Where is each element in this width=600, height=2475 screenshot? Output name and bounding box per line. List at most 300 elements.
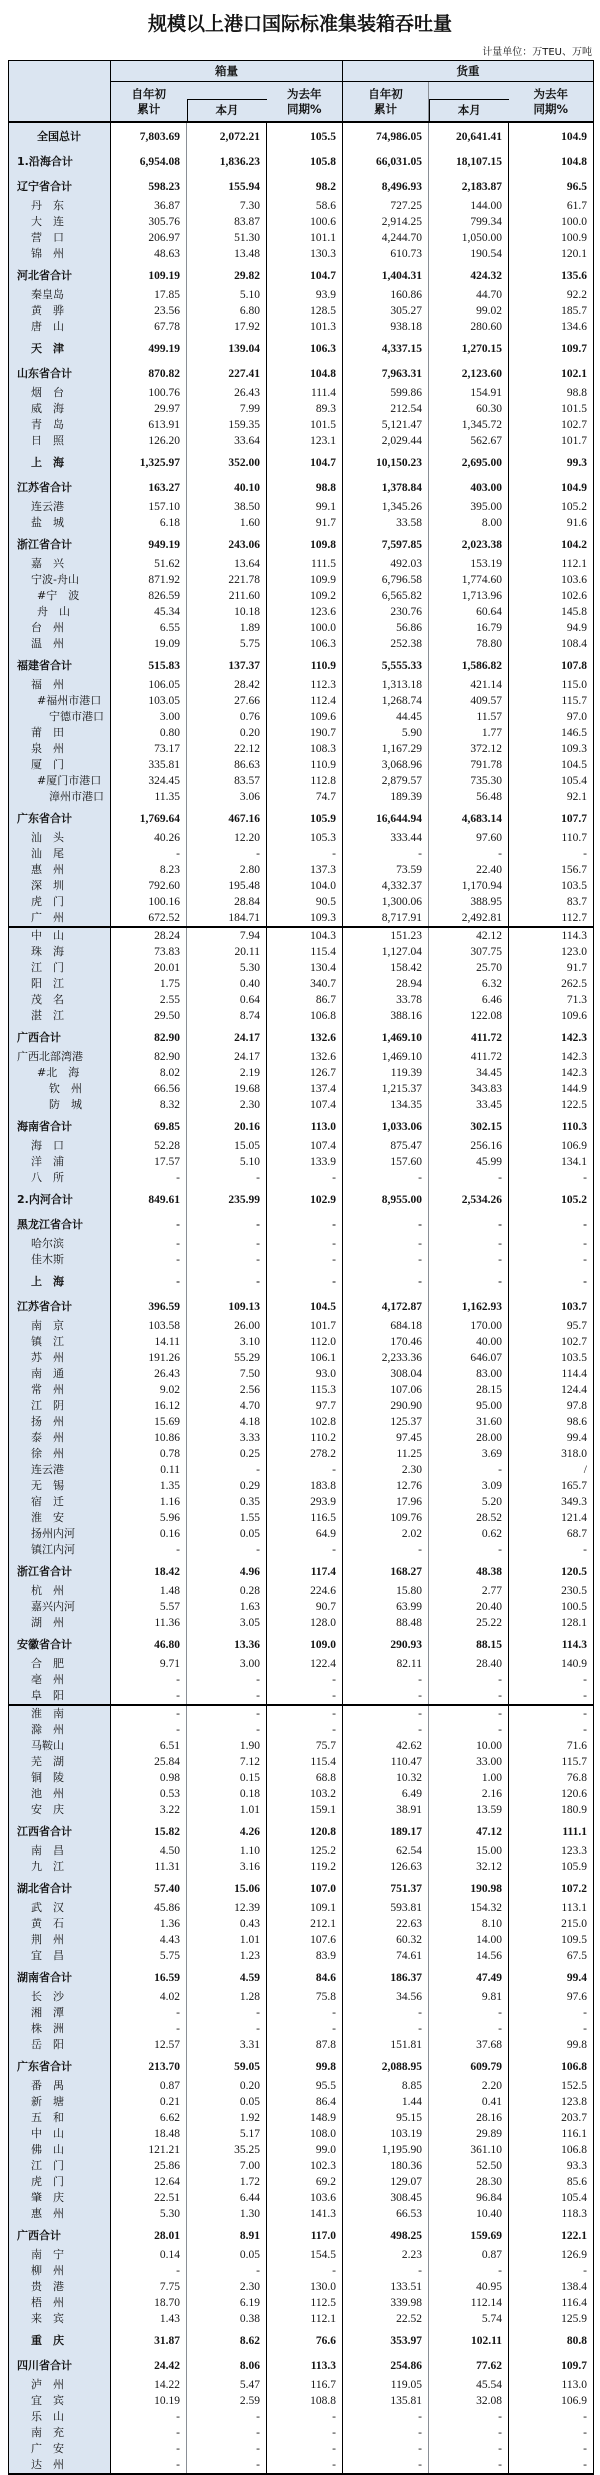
value-cell: 613.91: [111, 417, 187, 433]
value-cell: 135.81: [343, 2393, 429, 2409]
table-row: [9, 1049, 594, 1065]
value-cell: 1.16: [111, 1494, 187, 1510]
value-cell: 7,597.85: [343, 531, 429, 556]
value-cell: 71.3: [566, 994, 587, 1006]
value-cell: 1.89: [187, 620, 267, 636]
value-cell: 2,029.44: [343, 433, 429, 449]
port-name-cell: 嘉兴内河: [9, 1599, 111, 1615]
value-cell: 875.47: [343, 1138, 429, 1154]
value-cell: 45.34: [111, 604, 187, 620]
value-cell: 421.14: [429, 677, 509, 693]
value-cell: 29.89: [429, 2126, 509, 2142]
value-cell: -: [343, 1542, 429, 1558]
port-name-cell: 柳 州: [9, 2263, 111, 2279]
port-name-cell: 五 和: [9, 2110, 111, 2126]
value-cell: 5.10: [187, 287, 267, 303]
value-cell: -: [187, 1268, 267, 1293]
value-cell: 94.9: [566, 622, 587, 634]
value-cell: 16.12: [111, 1398, 187, 1414]
value-cell: 106.3: [267, 636, 343, 652]
value-cell: 93.3: [566, 2160, 587, 2172]
value-cell: -: [583, 1690, 587, 1702]
table-row: [9, 319, 594, 335]
port-name-cell: 镇江内河: [9, 1542, 111, 1558]
value-cell: 189.17: [343, 1818, 429, 1843]
value-cell: 134.1: [561, 1156, 587, 1168]
value-cell: 324.45: [111, 773, 187, 789]
value-cell: 114.3: [509, 927, 594, 944]
value-cell: 22.12: [187, 741, 267, 757]
table-row: [9, 2425, 594, 2441]
value-cell: 1,325.97: [111, 449, 187, 474]
value-cell: 1.63: [187, 1599, 267, 1615]
table-row: [9, 1802, 594, 1818]
col-header-box-cumulative: [111, 82, 187, 123]
value-cell: 20,641.41: [429, 122, 509, 148]
table-row: [9, 944, 594, 960]
value-cell: -: [343, 1268, 429, 1293]
value-cell: 99.02: [429, 303, 509, 319]
value-cell: 105.9: [267, 805, 343, 830]
value-cell: 103.5: [561, 1352, 587, 1364]
value-cell: 212.1: [267, 1916, 343, 1932]
port-name-cell: 江苏省合计: [9, 474, 111, 499]
value-cell: 137.37: [187, 652, 267, 677]
port-name-cell: 安徽省合计: [9, 1631, 111, 1656]
value-cell: 102.7: [561, 419, 587, 431]
value-cell: 10.19: [111, 2393, 187, 2409]
value-cell: 80.8: [566, 2335, 587, 2347]
value-cell: 4,683.14: [429, 805, 509, 830]
value-cell: 76.8: [566, 1772, 587, 1784]
value-cell: -: [583, 1674, 587, 1686]
group-header-box-volume: 箱量: [111, 61, 343, 82]
value-cell: 68.8: [267, 1770, 343, 1786]
value-cell: 1.90: [187, 1738, 267, 1754]
value-cell: 395.00: [429, 499, 509, 515]
value-cell: 56.48: [429, 789, 509, 805]
value-cell: 102.7: [561, 1336, 587, 1348]
value-cell: 170.46: [343, 1334, 429, 1350]
value-cell: 1,469.10: [343, 1049, 429, 1065]
value-cell: 1,713.96: [429, 588, 509, 604]
table-row: [9, 173, 594, 198]
table-row: [9, 1430, 594, 1446]
value-cell: 113.1: [561, 1902, 587, 1914]
table-row: [9, 2222, 594, 2247]
value-cell: 305.76: [111, 214, 187, 230]
value-cell: 47.49: [429, 1964, 509, 1989]
value-cell: 1,033.06: [343, 1113, 429, 1138]
port-name-cell: 阜 阳: [9, 1688, 111, 1705]
value-cell: 2,914.25: [343, 214, 429, 230]
port-name-cell: #宁 波: [9, 588, 111, 604]
value-cell: 293.9: [267, 1494, 343, 1510]
value-cell: 339.98: [343, 2295, 429, 2311]
value-cell: 9.71: [111, 1656, 187, 1672]
value-cell: -: [187, 1236, 267, 1252]
table-row: [9, 1722, 594, 1738]
value-cell: 1.77: [429, 725, 509, 741]
value-cell: -: [583, 2427, 587, 2439]
value-cell: 101.5: [267, 417, 343, 433]
col-header-cargo-month: [429, 82, 509, 123]
port-name-cell: 宁波-舟山: [9, 572, 111, 588]
value-cell: -: [111, 2425, 187, 2441]
port-name-cell: 大 连: [9, 214, 111, 230]
value-cell: 112.4: [267, 693, 343, 709]
port-name-cell: 珠 海: [9, 944, 111, 960]
port-name-cell: 达 州: [9, 2457, 111, 2474]
port-name-cell: 中 山: [9, 2126, 111, 2142]
value-cell: 2.30: [343, 1462, 429, 1478]
value-cell: -: [187, 2005, 267, 2021]
table-row: [9, 1964, 594, 1989]
value-cell: 1,270.15: [429, 335, 509, 360]
value-cell: 871.92: [111, 572, 187, 588]
value-cell: 151.23: [343, 927, 429, 944]
value-cell: 2,233.36: [343, 1350, 429, 1366]
value-cell: 7.50: [187, 1366, 267, 1382]
value-cell: 97.60: [429, 830, 509, 846]
value-cell: 24.17: [187, 1024, 267, 1049]
value-cell: 0.28: [187, 1583, 267, 1599]
value-cell: 109.19: [111, 262, 187, 287]
value-cell: 128.0: [267, 1615, 343, 1631]
value-cell: -: [111, 2457, 187, 2474]
port-name-cell: 丹 东: [9, 198, 111, 214]
port-name-cell: 上 海: [9, 449, 111, 474]
value-cell: 105.3: [267, 830, 343, 846]
value-cell: 17.57: [111, 1154, 187, 1170]
value-cell: -: [343, 1672, 429, 1688]
table-row: [9, 2126, 594, 2142]
value-cell: 22.52: [343, 2311, 429, 2327]
value-cell: 1,167.29: [343, 741, 429, 757]
value-cell: 256.16: [429, 1138, 509, 1154]
value-cell: 66.53: [343, 2206, 429, 2222]
value-cell: 17.96: [343, 1494, 429, 1510]
value-cell: 6.80: [187, 303, 267, 319]
value-cell: -: [187, 1542, 267, 1558]
table-header: [9, 61, 594, 123]
value-cell: 101.7: [561, 435, 587, 447]
port-name-cell: 新 塘: [9, 2094, 111, 2110]
value-cell: 157.60: [343, 1154, 429, 1170]
value-cell: -: [111, 2441, 187, 2457]
port-name-cell: 番 禺: [9, 2078, 111, 2094]
value-cell: 129.07: [343, 2174, 429, 2190]
value-cell: 44.45: [343, 709, 429, 725]
value-cell: 949.19: [111, 531, 187, 556]
value-cell: 599.86: [343, 385, 429, 401]
value-cell: -: [267, 2441, 343, 2457]
value-cell: -: [267, 1268, 343, 1293]
port-name-cell: 黄 石: [9, 1916, 111, 1932]
value-cell: 140.9: [561, 1658, 587, 1670]
value-cell: 92.1: [566, 791, 587, 803]
value-cell: 411.72: [429, 1049, 509, 1065]
value-cell: 1.43: [111, 2311, 187, 2327]
value-cell: 107.06: [343, 1382, 429, 1398]
value-cell: -: [343, 1236, 429, 1252]
value-cell: 252.38: [343, 636, 429, 652]
table-row: [9, 1948, 594, 1964]
table-row: [9, 1859, 594, 1875]
value-cell: 142.3: [561, 1067, 587, 1079]
value-cell: 109.76: [343, 1510, 429, 1526]
value-cell: 735.30: [429, 773, 509, 789]
port-name-cell: 钦 州: [9, 1081, 111, 1097]
value-cell: -: [187, 1672, 267, 1688]
port-name-cell: 泰 州: [9, 1430, 111, 1446]
value-cell: 170.00: [429, 1318, 509, 1334]
value-cell: 646.07: [429, 1350, 509, 1366]
value-cell: 87.8: [267, 2037, 343, 2053]
value-cell: 85.6: [566, 2176, 587, 2188]
value-cell: -: [429, 1542, 509, 1558]
group-header-cargo-weight: 货重: [343, 61, 594, 82]
value-cell: 353.97: [343, 2327, 429, 2352]
port-name-cell: 广西北部湾港: [9, 1049, 111, 1065]
port-name-cell: 宿 迁: [9, 1494, 111, 1510]
value-cell: 165.7: [561, 1480, 587, 1492]
value-cell: 13.36: [187, 1631, 267, 1656]
port-name-header: [9, 61, 111, 123]
port-name-cell: 武 汉: [9, 1900, 111, 1916]
value-cell: 1.60: [187, 515, 267, 531]
table-row: [9, 1170, 594, 1186]
port-name-cell: 日 照: [9, 433, 111, 449]
table-row: [9, 2311, 594, 2327]
table-row: [9, 2053, 594, 2078]
value-cell: 1.28: [187, 1989, 267, 2005]
value-cell: 8.10: [429, 1916, 509, 1932]
value-cell: 75.8: [267, 1989, 343, 2005]
value-cell: 12.76: [343, 1478, 429, 1494]
value-cell: 104.5: [561, 759, 587, 771]
value-cell: -: [429, 2263, 509, 2279]
value-cell: 515.83: [111, 652, 187, 677]
value-cell: 82.90: [111, 1049, 187, 1065]
value-cell: 308.45: [343, 2190, 429, 2206]
value-cell: -: [267, 2409, 343, 2425]
table-row: [9, 1113, 594, 1138]
port-name-cell: 福建省合计: [9, 652, 111, 677]
value-cell: 158.42: [343, 960, 429, 976]
value-cell: 98.8: [267, 474, 343, 499]
value-cell: 1,050.00: [429, 230, 509, 246]
value-cell: 106.05: [111, 677, 187, 693]
value-cell: 33.78: [343, 992, 429, 1008]
value-cell: 8.91: [187, 2222, 267, 2247]
value-cell: 7,803.69: [111, 122, 187, 148]
value-cell: -: [429, 1462, 509, 1478]
value-cell: 113.3: [267, 2352, 343, 2377]
value-cell: 42.12: [429, 927, 509, 944]
port-name-cell: 洋 浦: [9, 1154, 111, 1170]
port-name-cell: 汕 头: [9, 830, 111, 846]
value-cell: 104.3: [267, 927, 343, 944]
value-cell: 112.0: [267, 1334, 343, 1350]
value-cell: 3,068.96: [343, 757, 429, 773]
value-cell: -: [429, 1688, 509, 1705]
port-name-cell: 佛 山: [9, 2142, 111, 2158]
value-cell: 55.29: [187, 1350, 267, 1366]
value-cell: 598.23: [111, 173, 187, 198]
port-name-cell: 铜 陵: [9, 1770, 111, 1786]
value-cell: -: [187, 1705, 267, 1722]
value-cell: 15.00: [429, 1843, 509, 1859]
value-cell: -: [267, 1705, 343, 1722]
table-row: [9, 1462, 594, 1478]
value-cell: -: [429, 2441, 509, 2457]
value-cell: -: [187, 2425, 267, 2441]
table-row: [9, 198, 594, 214]
value-cell: 799.34: [429, 214, 509, 230]
value-cell: 15.69: [111, 1414, 187, 1430]
value-cell: -: [583, 848, 587, 860]
value-cell: -: [111, 1252, 187, 1268]
port-name-cell: 莆 田: [9, 725, 111, 741]
value-cell: 3.33: [187, 1430, 267, 1446]
value-cell: 2.20: [429, 2078, 509, 2094]
value-cell: 7,963.31: [343, 360, 429, 385]
value-cell: 0.62: [429, 1526, 509, 1542]
value-cell: 102.1: [561, 368, 587, 380]
value-cell: 130.3: [267, 246, 343, 262]
value-cell: -: [583, 1276, 587, 1288]
value-cell: 141.3: [267, 2206, 343, 2222]
value-cell: 104.7: [267, 449, 343, 474]
value-cell: 106.8: [267, 1008, 343, 1024]
value-cell: 185.7: [561, 305, 587, 317]
table-row: [9, 1786, 594, 1802]
value-cell: 93.0: [267, 1366, 343, 1382]
value-cell: 126.7: [267, 1065, 343, 1081]
port-name-cell: 徐 州: [9, 1446, 111, 1462]
value-cell: 134.35: [343, 1097, 429, 1113]
value-cell: 15.05: [187, 1138, 267, 1154]
table-row: [9, 122, 594, 148]
value-cell: 0.43: [187, 1916, 267, 1932]
value-cell: 3.31: [187, 2037, 267, 2053]
value-cell: 8.02: [111, 1065, 187, 1081]
value-cell: 3.10: [187, 1334, 267, 1350]
value-cell: 189.39: [343, 789, 429, 805]
value-cell: 2,534.26: [429, 1186, 509, 1211]
value-cell: 62.54: [343, 1843, 429, 1859]
table-row: [9, 230, 594, 246]
value-cell: 83.57: [187, 773, 267, 789]
port-name-cell: 湛 江: [9, 1008, 111, 1024]
value-cell: 4.02: [111, 1989, 187, 2005]
table-row: [9, 1024, 594, 1049]
table-row: [9, 1097, 594, 1113]
value-cell: 103.58: [111, 1318, 187, 1334]
value-cell: 9.02: [111, 1382, 187, 1398]
value-cell: 103.19: [343, 2126, 429, 2142]
value-cell: 1,127.04: [343, 944, 429, 960]
value-cell: 110.9: [267, 757, 343, 773]
value-cell: -: [343, 1170, 429, 1186]
value-cell: -: [267, 2425, 343, 2441]
table-row: [9, 246, 594, 262]
value-cell: 23.56: [111, 303, 187, 319]
port-name-cell: 株 洲: [9, 2021, 111, 2037]
port-name-cell: 泉 州: [9, 741, 111, 757]
table-row: [9, 1446, 594, 1462]
port-name-cell: 惠 州: [9, 2206, 111, 2222]
value-cell: 40.95: [429, 2279, 509, 2295]
value-cell: 0.16: [111, 1526, 187, 1542]
table-row: [9, 846, 594, 862]
value-cell: -: [267, 1170, 343, 1186]
table-row: [9, 2377, 594, 2393]
table-row: [9, 1252, 594, 1268]
value-cell: 5.75: [187, 636, 267, 652]
value-cell: 108.3: [267, 741, 343, 757]
value-cell: 60.30: [429, 401, 509, 417]
value-cell: 16,644.94: [343, 805, 429, 830]
col-header-line: 自年初: [131, 86, 166, 101]
table-row: [9, 604, 594, 620]
value-cell: 109.1: [267, 1900, 343, 1916]
value-cell: 42.62: [343, 1738, 429, 1754]
value-cell: 58.6: [267, 198, 343, 214]
value-cell: 349.3: [561, 1496, 587, 1508]
port-name-cell: 广西合计: [9, 1024, 111, 1049]
table-row: [9, 262, 594, 287]
value-cell: 104.9: [561, 131, 587, 143]
value-cell: 28.15: [429, 1382, 509, 1398]
value-cell: 159.69: [429, 2222, 509, 2247]
value-cell: 109.13: [187, 1293, 267, 1318]
value-cell: 3.69: [429, 1446, 509, 1462]
value-cell: -: [111, 1705, 187, 1722]
value-cell: 792.60: [111, 878, 187, 894]
value-cell: 3.00: [187, 1656, 267, 1672]
value-cell: 119.2: [267, 1859, 343, 1875]
table-row: [9, 1672, 594, 1688]
value-cell: 27.66: [187, 693, 267, 709]
value-cell: 105.4: [561, 775, 587, 787]
value-cell: 117.4: [267, 1558, 343, 1583]
value-cell: -: [187, 1170, 267, 1186]
value-cell: 36.87: [111, 198, 187, 214]
value-cell: 672.52: [111, 910, 187, 927]
value-cell: 146.5: [561, 727, 587, 739]
table-row: [9, 1494, 594, 1510]
value-cell: -: [267, 1462, 343, 1478]
table-row: [9, 433, 594, 449]
table-row: [9, 417, 594, 433]
table-row: [9, 1615, 594, 1631]
value-cell: 117.0: [267, 2222, 343, 2247]
value-cell: 106.8: [561, 2144, 587, 2156]
table-row: [9, 1843, 594, 1859]
value-cell: 26.43: [111, 1366, 187, 1382]
value-cell: -: [267, 2263, 343, 2279]
table-row: [9, 652, 594, 677]
value-cell: 2.80: [187, 862, 267, 878]
table-row: [9, 1008, 594, 1024]
table-row: [9, 1510, 594, 1526]
value-cell: 115.4: [267, 944, 343, 960]
value-cell: 2.77: [429, 1583, 509, 1599]
value-cell: 32.08: [429, 2393, 509, 2409]
value-cell: -: [429, 1252, 509, 1268]
